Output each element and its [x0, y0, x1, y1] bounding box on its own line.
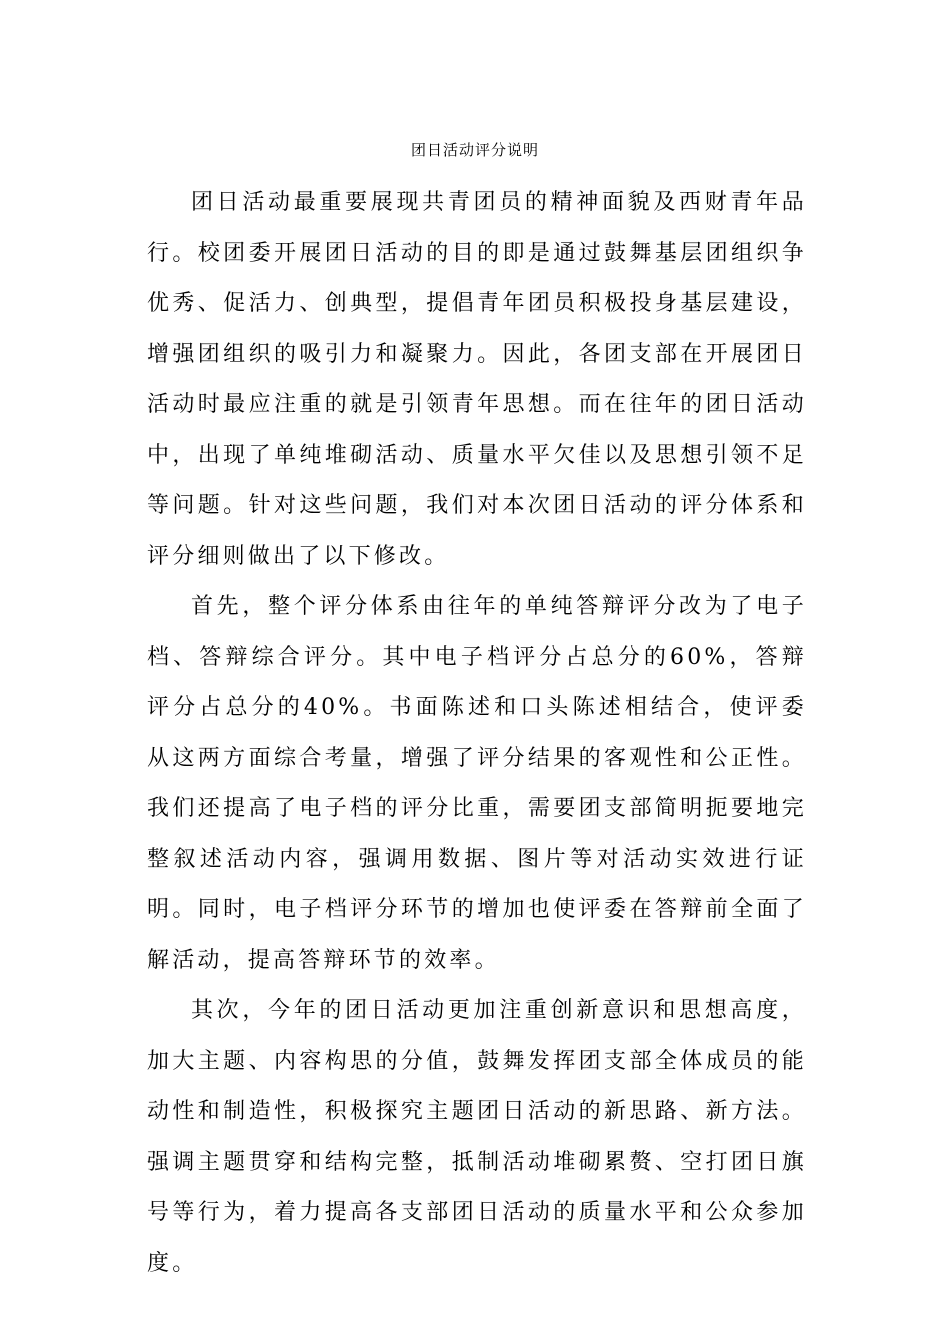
- paragraph-first-change: 首先，整个评分体系由往年的单纯答辩评分改为了电子档、答辩综合评分。其中电子档评分占总分的60%，答辩评分占总分的40%。书面陈述和口头陈述相结合，使评委从这两方面综合考量，增强了评分结果的客观性和公正性。我们还提高了电子档的评分比重，需要团支部简明扼要地完整叙述活动内容，强调用数据、图片等对活动实效进行证明。同时，电子档评分环节的增加也使评委在答辩前全面了解活动，提高答辩环节的效率。: [147, 594, 807, 973]
- paragraph-intro: 团日活动最重要展现共青团员的精神面貌及西财青年品行。校团委开展团日活动的目的即是通过鼓舞基层团组织争优秀、促活力、创典型，提倡青年团员积极投身基层建设，增强团组织的吸引力和凝聚力。因此，各团支部在开展团日活动时最应注重的就是引领青年思想。而在往年的团日活动中，出现了单纯堆砌活动、质量水平欠佳以及思想引领不足等问题。针对这些问题，我们对本次团日活动的评分体系和评分细则做出了以下修改。: [147, 190, 807, 569]
- document-title: 团日活动评分说明: [410, 141, 539, 159]
- document-body: [147, 178, 807, 1289]
- paragraph-second-change: 其次，今年的团日活动更加注重创新意识和思想高度，加大主题、内容构思的分值，鼓舞发挥团支部全体成员的能动性和制造性，积极探究主题团日活动的新思路、新方法。强调主题贯穿和结构完整，抵制活动堆砌累赘、空打团日旗号等行为，着力提高各支部团日活动的质量水平和公众参加度。: [147, 998, 807, 1276]
